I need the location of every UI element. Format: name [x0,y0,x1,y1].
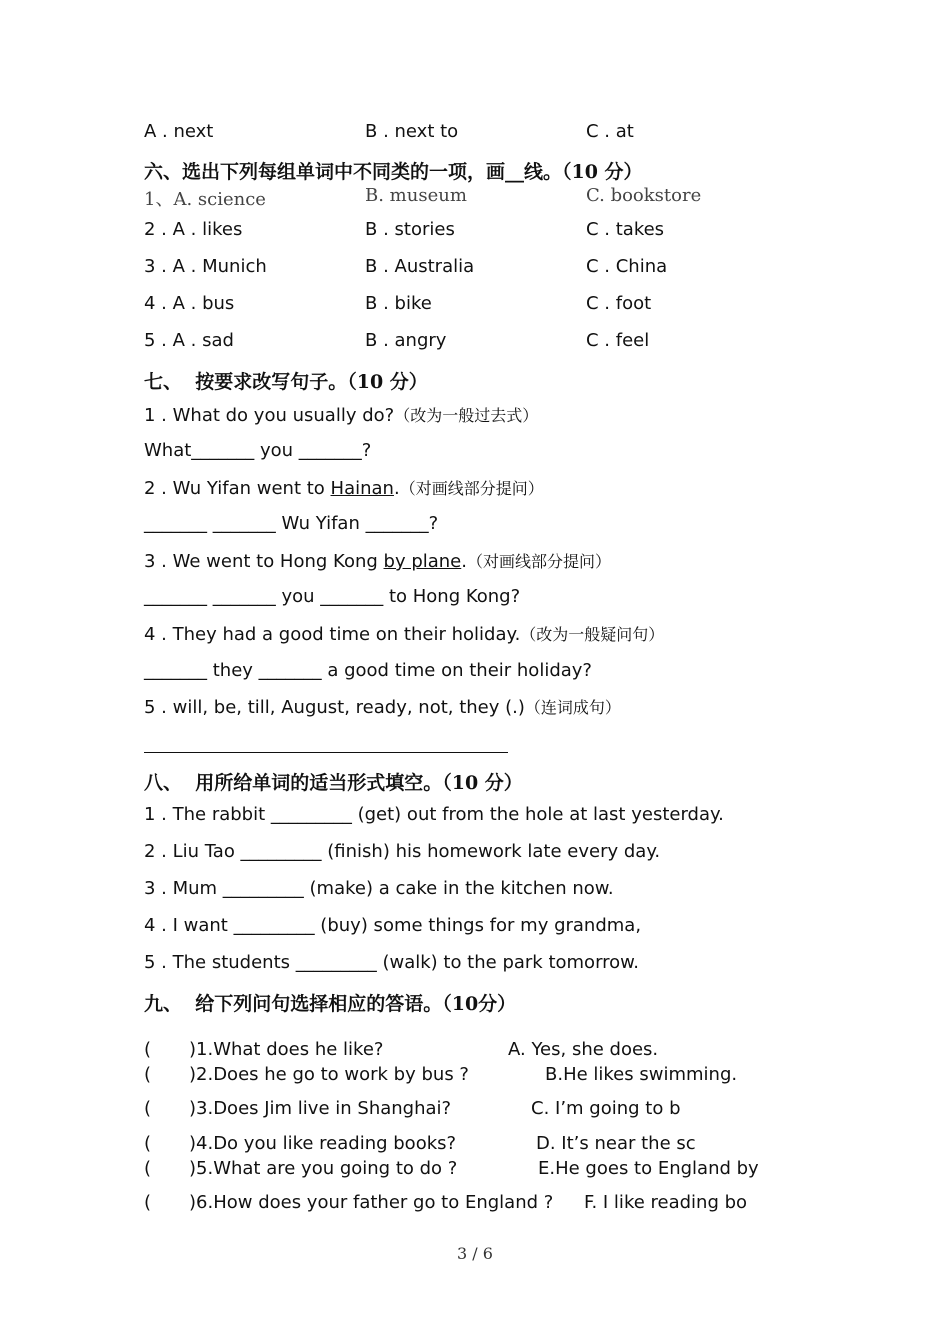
sec6-row3-c: C . China [586,256,668,277]
sec6-row2-c: C . takes [586,219,665,240]
sec7-q5-note: （连词成句） [524,698,621,717]
sec8-item-2: 2 . Liu Tao _________ (finish) his homework late every day. [144,841,661,862]
sec6-row1-c: C. bookstore [586,185,702,206]
sec6-row4-b: B . bike [365,293,432,314]
sec7-q1 [144,403,538,426]
sec7-q3-underlined: by plane [383,551,462,572]
sec6-row4-c: C . foot [586,293,652,314]
sec9-question-1: )1.What does he like? [189,1039,384,1060]
sec6-row5-c: C . feel [586,330,650,351]
sec9-answer-b: B.He likes swimming. [545,1064,738,1085]
sec7-q4-text: 4 . They had a good time on their holiday. [144,624,521,645]
option-b: B . next to [365,121,459,142]
sec8-item-1: 1 . The rabbit _________ (get) out from the hole at last yesterday. [144,804,724,825]
sec7-q4 [144,622,664,645]
sec7-q2-underlined: Hainan [330,478,394,499]
sec9-paren-1: ( [144,1039,152,1060]
sec6-row5-b: B . angry [365,330,447,351]
sec9-question-2: )2.Does he go to work by bus ? [189,1064,469,1085]
sec9-paren-3: ( [144,1098,152,1119]
sec8-item-4: 4 . I want _________ (buy) some things for my grandma, [144,915,642,936]
page-number: 3 / 6 [457,1244,493,1263]
sec9-question-5: )5.What are you going to do ? [189,1158,458,1179]
sec7-a3: _______ _______ you _______ to Hong Kong? [144,586,521,607]
sec9-question-3: )3.Does Jim live in Shanghai? [189,1098,452,1119]
section-9-title: 九、 给下列问句选择相应的答语。（10分） [144,993,517,1015]
section-6-title: 六、选出下列每组单词中不同类的一项，画__线。（10 分） [144,161,643,183]
option-a: A . next [144,121,214,142]
sec7-a4: _______ they _______ a good time on their holiday? [144,660,592,681]
sec7-q1-note: （改为一般过去式） [394,406,539,425]
sec6-row3-b: B . Australia [365,256,475,277]
sec8-item-5: 5 . The students _________ (walk) to the park tomorrow. [144,952,639,973]
sec9-question-6: )6.How does your father go to England ? [189,1192,554,1213]
sec6-row4-a: 4 . A . bus [144,293,235,314]
sec6-row5-a: 5 . A . sad [144,330,234,351]
sec7-q2-text: 2 . Wu Yifan went to [144,478,331,499]
sec7-q5-answer-line [144,752,508,753]
sec9-answer-f: F. I like reading bo [584,1192,748,1213]
sec7-q5-text: 5 . will, be, till, August, ready, not, they (.) [144,697,525,718]
sec6-row2-a: 2 . A . likes [144,219,243,240]
sec8-item-3: 3 . Mum _________ (make) a cake in the kitchen now. [144,878,614,899]
sec9-question-4: )4.Do you like reading books? [189,1133,457,1154]
sec9-answer-a: A. Yes, she does. [508,1039,659,1060]
sec7-q1-text: 1 . What do you usually do? [144,405,395,426]
sec6-row1-b: B. museum [365,185,467,206]
sec9-answer-d: D. It’s near the sc [536,1133,696,1154]
sec7-q5 [144,695,621,718]
sec7-q4-note: （改为一般疑问句） [520,625,665,644]
sec7-q3 [144,549,611,572]
sec7-q2 [144,476,544,499]
option-c: C . at [586,121,634,142]
sec6-row2-b: B . stories [365,219,455,240]
sec6-row1-a: 1、A. science [144,189,266,210]
sec7-a2: _______ _______ Wu Yifan _______? [144,513,439,534]
sec9-paren-4: ( [144,1133,152,1154]
sec9-answer-c: C. I’m going to b [531,1098,681,1119]
sec7-q3-period: . [461,551,467,572]
section-8-title: 八、 用所给单词的适当形式填空。（10 分） [144,772,523,794]
sec7-q3-note: （对画线部分提问） [467,552,612,571]
sec9-answer-e: E.He goes to England by [538,1158,759,1179]
sec9-paren-2: ( [144,1064,152,1085]
sec7-q2-note: （对画线部分提问） [399,479,544,498]
sec6-row3-a: 3 . A . Munich [144,256,267,277]
section-7-title: 七、 按要求改写句子。（10 分） [144,371,428,393]
sec9-paren-5: ( [144,1158,152,1179]
sec7-a1: What_______ you _______? [144,440,372,461]
sec9-paren-6: ( [144,1192,152,1213]
sec7-q3-text: 3 . We went to Hong Kong [144,551,384,572]
sec7-q2-period: . [393,478,400,499]
